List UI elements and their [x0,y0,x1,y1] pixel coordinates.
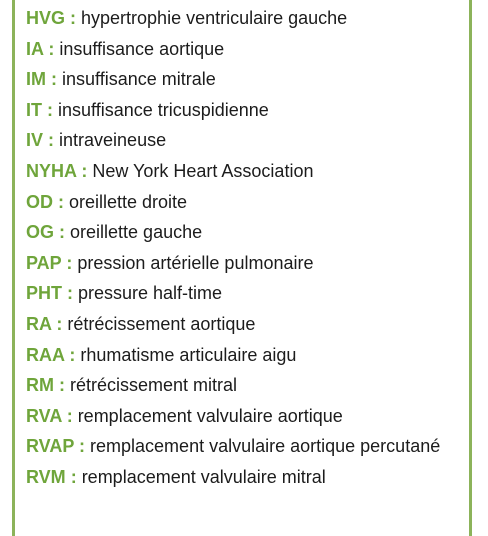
separator: : [42,99,58,120]
list-item [26,309,472,340]
list-item [26,156,472,187]
abbreviation: IV [26,130,44,151]
definition: hypertrophie ventriculaire gauche [81,8,348,28]
definition: remplacement valvulaire mitral [81,466,326,487]
definition: intraveineuse [59,130,167,151]
definition: oreillette gauche [70,222,203,243]
list-item [26,64,472,95]
definition: rétrécissement aortique [67,313,256,334]
abbreviation-list [26,3,472,493]
list-item [26,125,472,156]
separator: : [46,69,62,90]
separator: : [61,252,78,273]
list-item [26,431,446,462]
abbreviation: OD [26,191,53,212]
definition: insuffisance aortique [59,38,225,59]
abbreviation: IT [26,99,42,120]
separator: : [53,191,69,212]
separator: : [64,344,81,365]
definition: remplacement valvulaire aortique percutané [90,436,441,457]
definition: insuffisance mitrale [62,69,216,90]
list-item [26,248,472,279]
definition: insuffisance tricuspidienne [58,99,269,120]
definition: remplacement valvulaire aortique [77,405,343,426]
separator: : [74,436,91,457]
separator: : [76,160,93,181]
abbreviation: RVAP [26,436,75,457]
separator: : [65,466,82,487]
separator: : [65,8,82,28]
list-item [26,340,472,371]
abbreviation: PAP [26,252,62,273]
list-item [26,217,472,248]
abbreviation: OG [26,222,55,243]
list-item [26,278,472,309]
abbreviation: IA [26,38,44,59]
list-item [26,34,472,65]
list-item [26,462,472,493]
definition: New York Heart Association [92,160,314,181]
definition: oreillette droite [69,191,188,212]
definition: pression artérielle pulmonaire [77,252,314,273]
separator: : [43,38,60,59]
list-item [26,95,472,126]
abbreviation: NYHA [26,160,77,181]
abbreviation: RVA [26,405,62,426]
separator: : [51,313,68,334]
list-item [26,370,472,401]
definition: rhumatisme articulaire aigu [80,344,297,365]
separator: : [54,375,70,396]
definition: pressure half-time [78,283,223,304]
abbreviation: RA [26,313,52,334]
abbreviation: RAA [26,344,65,365]
separator: : [61,405,78,426]
separator: : [54,222,71,243]
definition: rétrécissement mitral [70,375,238,396]
abbreviation: RM [26,375,54,396]
abbreviation: RVM [26,466,66,487]
list-item [26,401,472,432]
abbreviation: IM [26,69,46,90]
separator: : [43,130,60,151]
abbreviation: HVG [26,8,66,28]
abbreviation: PHT [26,283,62,304]
list-item [26,3,472,34]
list-item [26,187,472,218]
separator: : [62,283,78,304]
